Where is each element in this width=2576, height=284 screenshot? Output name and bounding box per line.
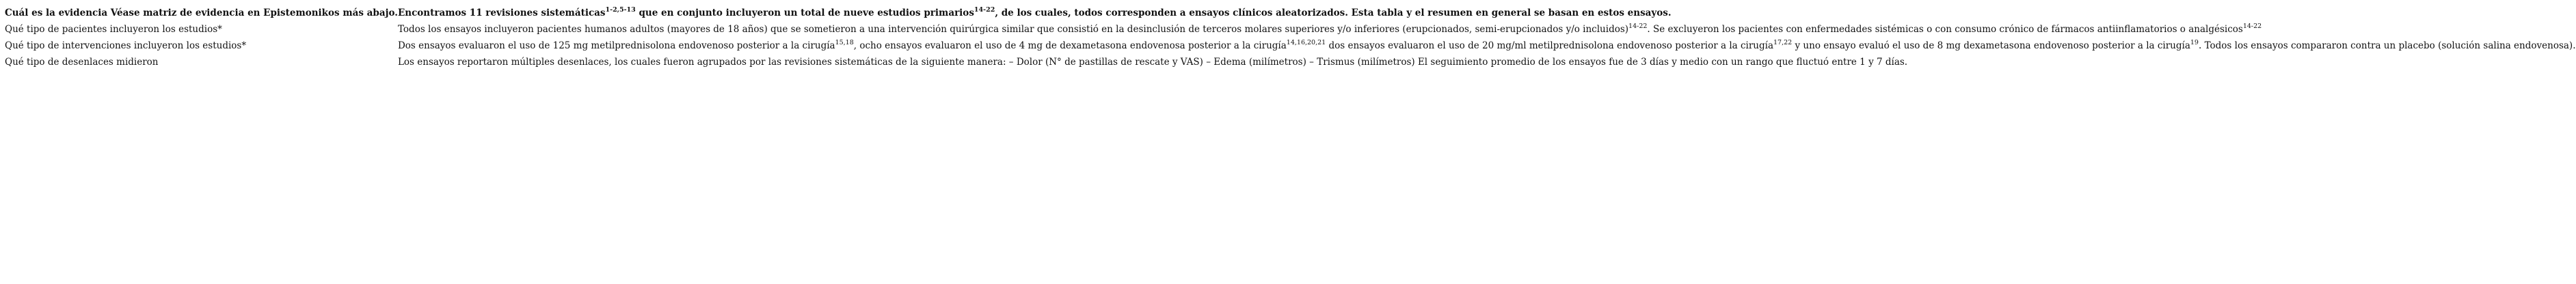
answer-text: , de los cuales, todos corresponden a ensayos clínicos aleatorizados. Esta tabla y el resumen en general se basan en estos ensayos. [995, 8, 1672, 18]
row-question: Qué tipo de intervenciones incluyeron los estudios* [5, 40, 247, 51]
citation-ref: 14-22 [1628, 22, 1648, 30]
table-row-patients [5, 21, 2576, 38]
answer-text: . Todos los ensayos compararon contra un placebo (solución salina endovenosa). [2198, 40, 2576, 51]
row-answer [398, 21, 2576, 38]
table-row-outcomes [5, 54, 2576, 70]
citation-ref: 1-2,5-13 [605, 5, 636, 14]
answer-text: Dos ensayos evaluaron el uso de 125 mg metilprednisolona endovenoso posterior a la cirugía [397, 40, 835, 51]
answer-text: que en conjunto incluyeron un total de nueve estudios primarios [635, 8, 974, 18]
evidence-summary-table [5, 5, 2576, 70]
answer-text: y uno ensayo evaluó el uso de 8 mg dexametasona endovenoso posterior a la cirugía [1792, 40, 2190, 51]
answer-text: dos ensayos evaluaron el uso de 20 mg/ml metilprednisolona endovenoso posterior a la cirugía [1326, 40, 1774, 51]
citation-ref: 14-22 [974, 5, 995, 14]
citation-ref: 14-22 [2242, 22, 2262, 30]
answer-text: Todos los ensayos incluyeron pacientes humanos adultos (mayores de 18 años) que se sometieron a una intervención quirúrgica similar que consistió en la desinclusión de terceros molares superiores y/o inferiores (erupcionados, semi-erupcionados y/o incluidos) [397, 24, 1629, 35]
citation-ref: 15,18 [835, 38, 854, 46]
citation-ref: 19 [2190, 38, 2199, 46]
answer-text: Encontramos 11 revisiones sistemáticas [397, 8, 606, 18]
table-row-interventions [5, 38, 2576, 54]
row-answer [398, 5, 2576, 21]
citation-ref: 17,22 [1773, 38, 1793, 46]
answer-text: , ocho ensayos evaluaron el uso de 4 mg de dexametasona endovenosa posterior a la cirugía [853, 40, 1287, 51]
citation-ref: 14,16,20,21 [1286, 38, 1326, 46]
answer-text: . Se excluyeron los pacientes con enfermedades sistémicas o con consumo crónico de fármacos antiinflamatorios o analgésicos [1647, 24, 2243, 35]
row-question: Cuál es la evidencia Véase matriz de evidencia en Epistemonikos más abajo. [5, 8, 398, 18]
answer-text: Los ensayos reportaron múltiples desenlaces, los cuales fueron agrupados por las revisiones sistemáticas de la siguiente manera: – Dolor (N° de pastillas de rescate y VAS) – Edema (milímetros) – Trismus (milímetros) El seguimiento promedio de los ensayos fue de 3 días y medio con un rango que fluctuó entre 1 y 7 días. [397, 57, 1908, 68]
row-question: Qué tipo de pacientes incluyeron los estudios* [5, 24, 222, 35]
row-question: Qué tipo de desenlaces midieron [5, 57, 159, 68]
table-row-evidence [5, 5, 2576, 21]
row-answer [398, 54, 2576, 70]
row-answer [398, 38, 2576, 54]
